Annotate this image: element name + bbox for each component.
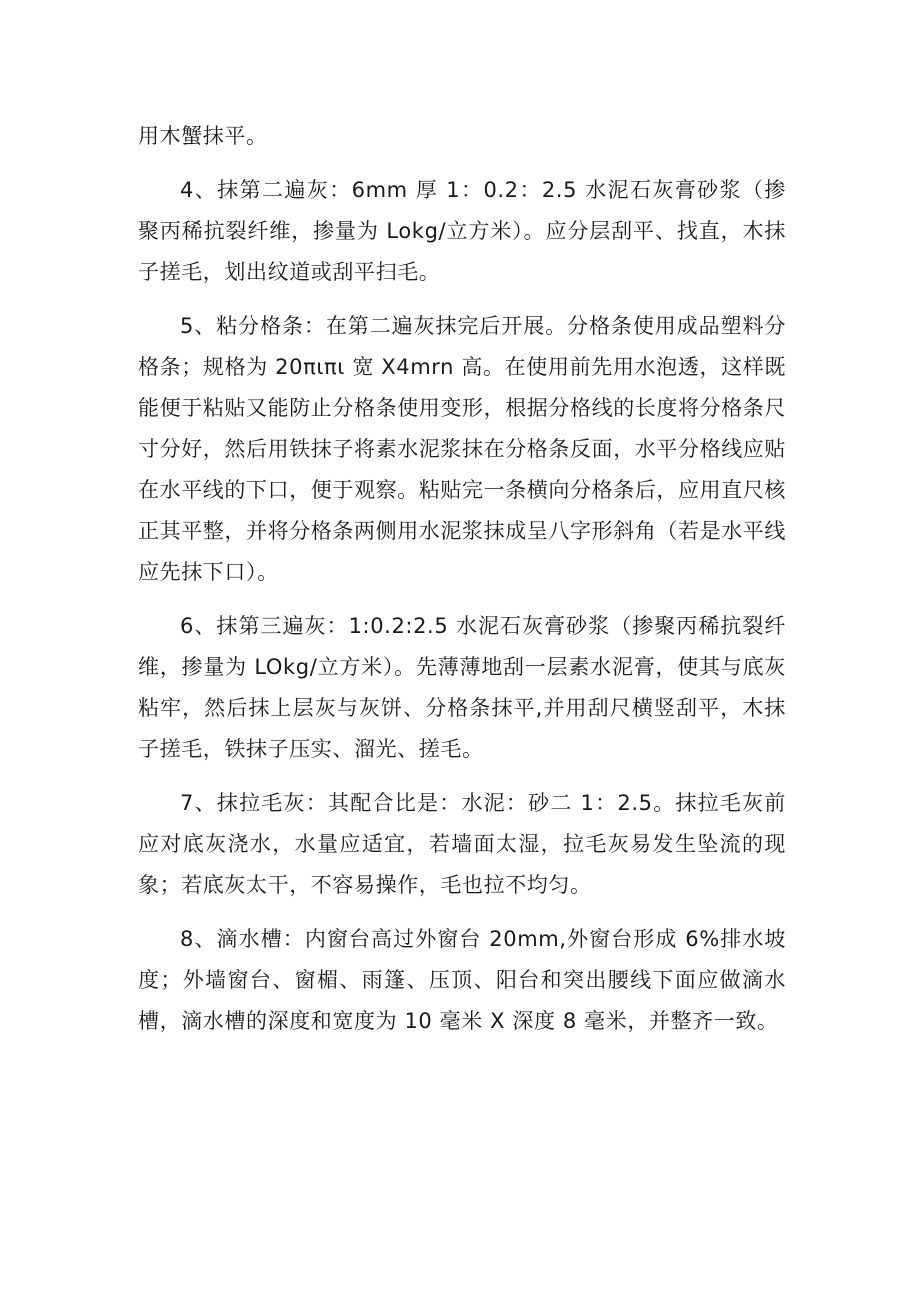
paragraph-step-4: 4、抹第二遍灰：6mm 厚 1：0.2：2.5 水泥石灰膏砂浆（掺聚丙稀抗裂纤维，掺量为 Lokg/立方米）。应分层刮平、找直，木抹子搓毛，划出纹道或刮平扫毛。	[138, 178, 786, 284]
paragraph-step-7: 7、抹拉毛灰：其配合比是：水泥：砂二 1：2.5。抹拉毛灰前应对底灰浇水，水量应适宜，若墙面太湿，拉毛灰易发生坠流的现象；若底灰太干，不容易操作，毛也拉不均匀。	[138, 791, 786, 897]
document-body	[138, 116, 786, 1055]
paragraph-step-6: 6、抹第三遍灰：1:0.2:2.5 水泥石灰膏砂浆（掺聚丙稀抗裂纤维，掺量为 LOkg/立方米）。先薄薄地刮一层素水泥膏，使其与底灰粘牢，然后抹上层灰与灰饼、分格条抹平,并用刮尺横竖刮平，木抹子搓毛，铁抹子压实、溜光、搓毛。	[138, 614, 786, 761]
paragraph-step-5: 5、粘分格条：在第二遍灰抹完后开展。分格条使用成品塑料分格条；规格为 20πιπι 宽 X4mrn 高。在使用前先用水泡透，这样既能便于粘贴又能防止分格条使用变形，根据分格线的长度将分格条尺寸分好，然后用铁抹子将素水泥浆抹在分格条反面，水平分格线应贴在水平线的下口，便于观察。粘贴完一条横向分格条后，应用直尺核正其平整，并将分格条两侧用水泥浆抹成呈八字形斜角（若是水平线应先抹下口）。	[138, 314, 786, 584]
paragraph-continuation: 用木蟹抹平。	[138, 124, 268, 148]
paragraph-step-8: 8、滴水槽：内窗台高过外窗台 20mm,外窗台形成 6%排水坡度；外墙窗台、窗楣、雨篷、压顶、阳台和突出腰线下面应做滴水槽，滴水槽的深度和宽度为 10 毫米 X 深度 8 毫米，并整齐一致。	[138, 927, 786, 1033]
